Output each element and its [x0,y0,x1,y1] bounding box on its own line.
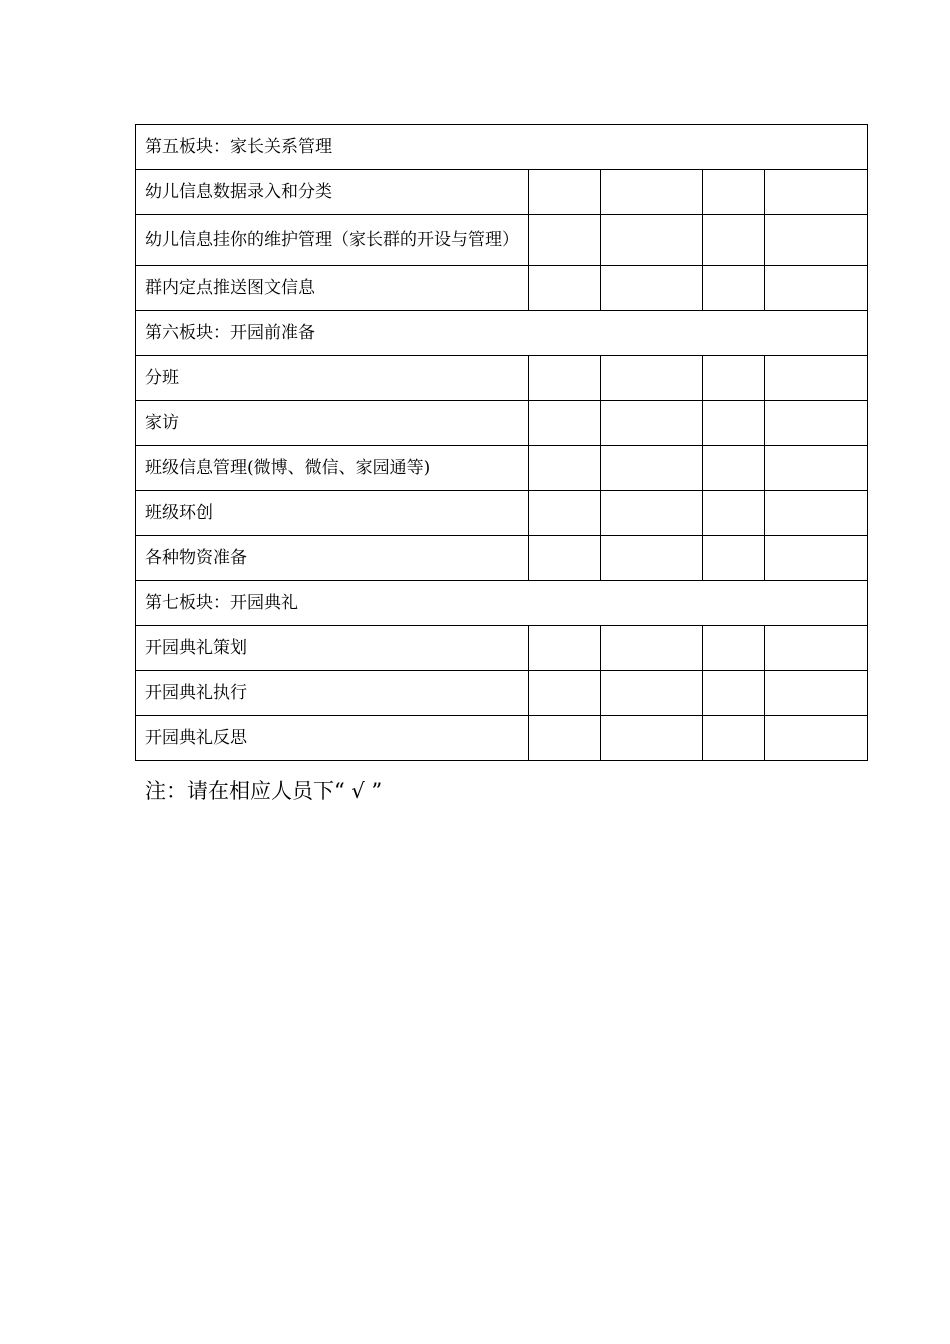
check-cell[interactable] [601,491,703,536]
check-cell[interactable] [529,716,601,761]
check-cell[interactable] [703,215,765,266]
check-cell[interactable] [703,446,765,491]
task-name: 幼儿信息数据录入和分类 [136,170,529,215]
check-cell[interactable] [529,446,601,491]
task-name: 分班 [136,356,529,401]
task-name: 班级信息管理(微博、微信、家园通等) [136,446,529,491]
table-row [136,215,868,266]
check-cell[interactable] [703,626,765,671]
check-cell[interactable] [601,446,703,491]
table-row [136,716,868,761]
section-header: 第六板块：开园前准备 [136,311,868,356]
task-name: 家访 [136,401,529,446]
task-name: 幼儿信息挂你的维护管理（家长群的开设与管理） [136,215,529,266]
check-cell[interactable] [703,716,765,761]
check-cell[interactable] [601,266,703,311]
check-cell[interactable] [601,626,703,671]
check-cell[interactable] [765,671,868,716]
check-cell[interactable] [765,401,868,446]
check-cell[interactable] [529,170,601,215]
check-cell[interactable] [601,671,703,716]
check-cell[interactable] [765,356,868,401]
check-cell[interactable] [601,536,703,581]
check-cell[interactable] [529,266,601,311]
check-cell[interactable] [601,170,703,215]
section-header-row [136,311,868,356]
footnote: 注：请在相应人员下“ √ ” [145,779,383,803]
table-row [136,626,868,671]
check-cell[interactable] [529,671,601,716]
check-cell[interactable] [601,716,703,761]
check-cell[interactable] [529,356,601,401]
check-cell[interactable] [529,536,601,581]
check-cell[interactable] [765,626,868,671]
check-cell[interactable] [703,356,765,401]
section-header: 第七板块：开园典礼 [136,581,868,626]
check-cell[interactable] [765,266,868,311]
task-checklist-table [135,124,868,761]
section-header-row [136,125,868,170]
table-row [136,170,868,215]
check-cell[interactable] [601,215,703,266]
task-name: 各种物资准备 [136,536,529,581]
table-row [136,536,868,581]
section-header-row [136,581,868,626]
check-cell[interactable] [529,491,601,536]
table-row [136,446,868,491]
check-cell[interactable] [529,401,601,446]
check-cell[interactable] [703,491,765,536]
task-name: 开园典礼策划 [136,626,529,671]
section-header: 第五板块：家长关系管理 [136,125,868,170]
check-cell[interactable] [703,170,765,215]
table-row [136,401,868,446]
check-cell[interactable] [703,401,765,446]
table-row [136,491,868,536]
check-cell[interactable] [765,536,868,581]
check-cell[interactable] [601,356,703,401]
task-name: 开园典礼反思 [136,716,529,761]
check-cell[interactable] [765,716,868,761]
task-name: 群内定点推送图文信息 [136,266,529,311]
table-row [136,671,868,716]
check-cell[interactable] [529,626,601,671]
table-row [136,266,868,311]
task-name: 班级环创 [136,491,529,536]
check-cell[interactable] [703,671,765,716]
check-cell[interactable] [765,170,868,215]
check-cell[interactable] [529,215,601,266]
task-name: 开园典礼执行 [136,671,529,716]
check-cell[interactable] [765,215,868,266]
check-cell[interactable] [601,401,703,446]
check-cell[interactable] [765,491,868,536]
check-cell[interactable] [703,536,765,581]
table-row [136,356,868,401]
check-cell[interactable] [703,266,765,311]
check-cell[interactable] [765,446,868,491]
